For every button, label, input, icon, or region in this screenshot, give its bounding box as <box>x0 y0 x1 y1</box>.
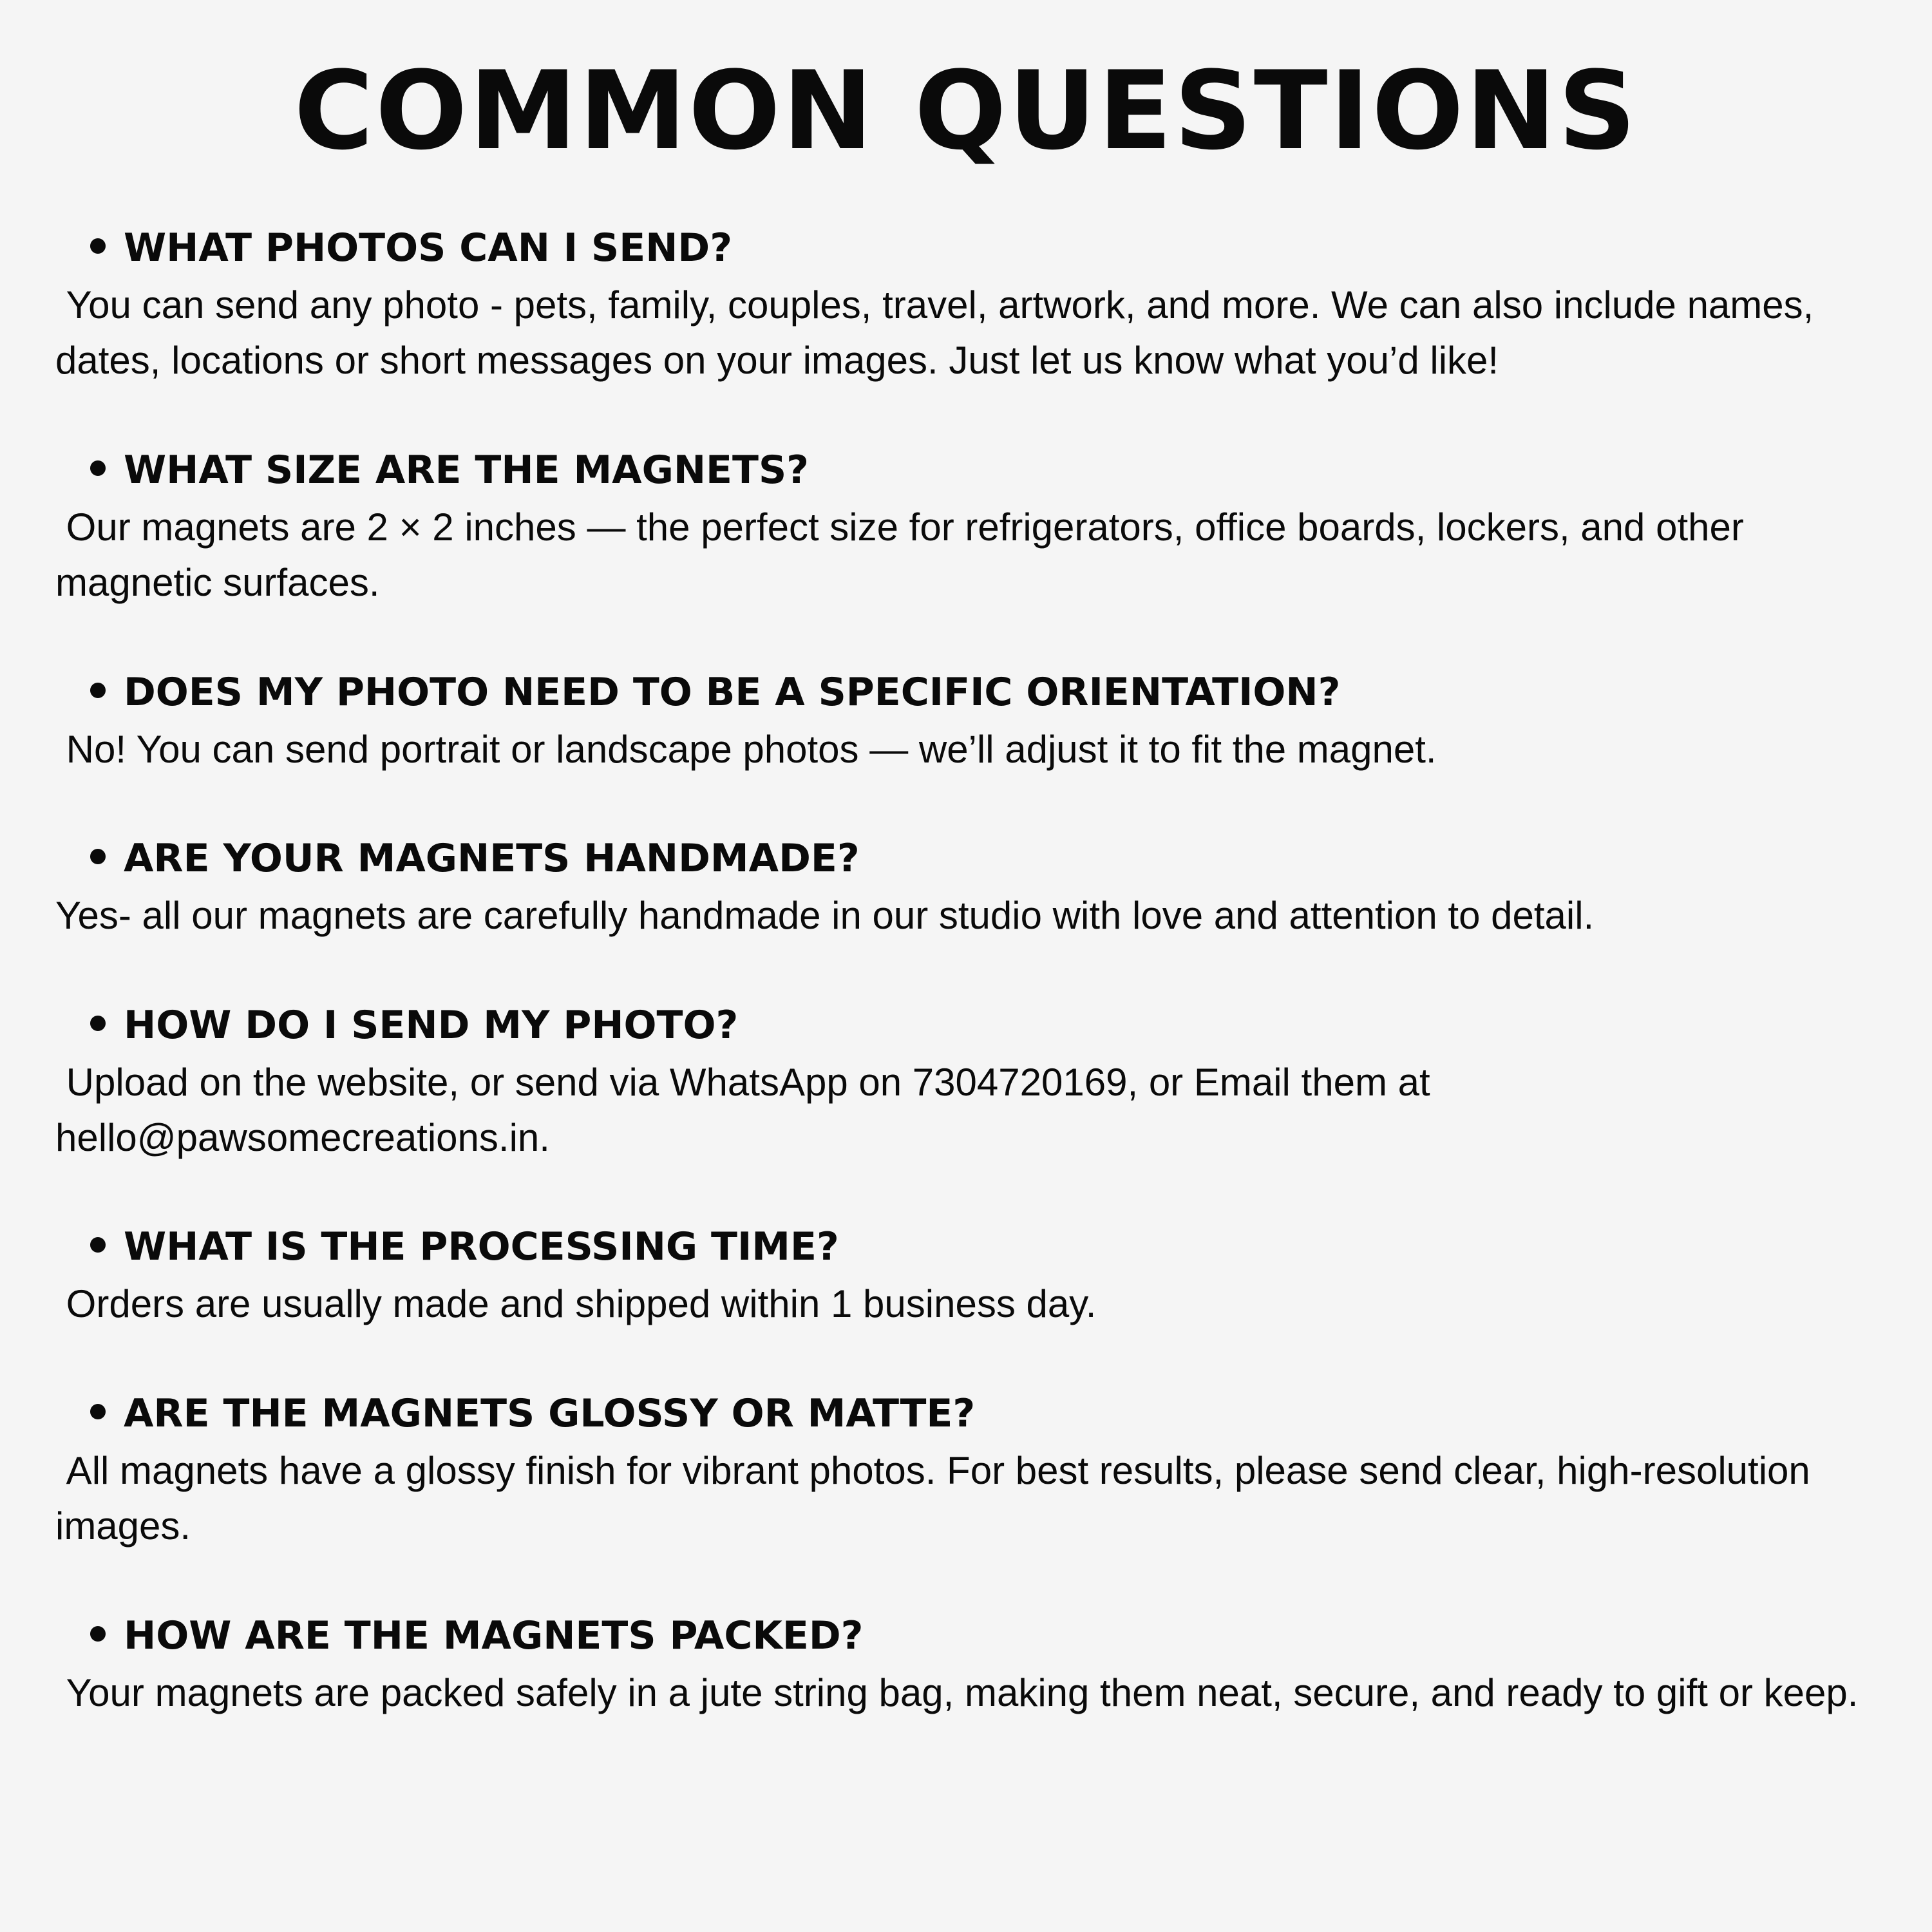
faq-answer: You can send any photo - pets, family, couples, travel, artwork, and more. We can also include names, dates, locations or short messages on your images. Just let us know what you’d like! <box>55 283 1824 382</box>
faq-answer: Orders are usually made and shipped within 1 business day. <box>55 1282 1097 1325</box>
bullet-icon <box>90 460 106 476</box>
faq-answer: Your magnets are packed safely in a jute string bag, making them neat, secure, and ready to gift or keep. <box>55 1671 1859 1714</box>
faq-question-text: HOW ARE THE MAGNETS PACKED? <box>124 1613 864 1658</box>
faq-question-text: WHAT PHOTOS CAN I SEND? <box>124 225 733 270</box>
bullet-icon <box>90 1626 106 1642</box>
faq-answer: No! You can send portrait or landscape photos — we’ll adjust it to fit the magnet. <box>55 728 1437 771</box>
bullet-icon <box>90 238 106 254</box>
faq-question-text: ARE YOUR MAGNETS HANDMADE? <box>124 836 860 881</box>
faq-question <box>90 1388 975 1439</box>
faq-answer: Our magnets are 2 × 2 inches — the perfect size for refrigerators, office boards, lockers, and other magnetic surfaces. <box>55 506 1755 604</box>
bullet-icon <box>90 849 106 864</box>
faq-question-text: WHAT SIZE ARE THE MAGNETS? <box>124 448 809 493</box>
faq-question-text: HOW DO I SEND MY PHOTO? <box>124 1003 739 1048</box>
bullet-icon <box>90 1016 106 1031</box>
faq-question <box>90 444 809 496</box>
faq-question <box>90 667 1340 718</box>
faq-answer: All magnets have a glossy finish for vibrant photos. For best results, please send clear, high-resolution images. <box>55 1449 1821 1548</box>
bullet-icon <box>90 1237 106 1253</box>
faq-question <box>90 222 732 274</box>
faq-question <box>90 999 738 1051</box>
page-title: COMMON QUESTIONS <box>294 48 1638 174</box>
faq-question <box>90 1221 839 1273</box>
faq-question <box>90 833 860 884</box>
bullet-icon <box>90 1404 106 1419</box>
faq-question <box>90 1610 863 1662</box>
faq-answer: Yes- all our magnets are carefully handmade in our studio with love and attention to detail. <box>55 894 1595 937</box>
faq-question-text: DOES MY PHOTO NEED TO BE A SPECIFIC ORIENTATION? <box>124 670 1341 715</box>
faq-question-text: ARE THE MAGNETS GLOSSY OR MATTE? <box>124 1391 976 1436</box>
faq-answer: Upload on the website, or send via WhatsApp on 7304720169, or Email them at hello@pawsomecreations.in. <box>55 1061 1441 1159</box>
faq-question-text: WHAT IS THE PROCESSING TIME? <box>124 1224 839 1269</box>
bullet-icon <box>90 683 106 698</box>
